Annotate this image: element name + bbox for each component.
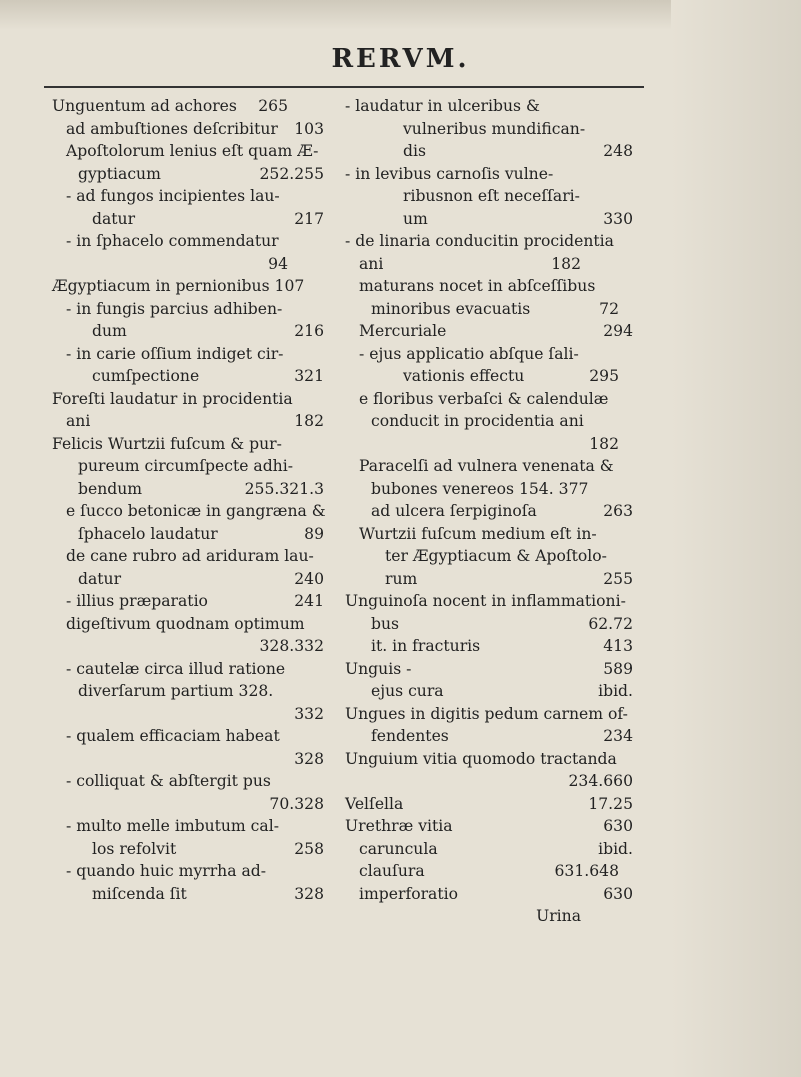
entry-page-ref: 103 [294, 119, 324, 138]
right-entry [345, 680, 641, 703]
left-entry [52, 410, 324, 433]
left-entry [52, 523, 324, 546]
right-entry [345, 343, 641, 366]
entry-text: dis [403, 142, 426, 160]
entry-text: minoribus evacuatis [371, 299, 531, 318]
left-entry [52, 500, 324, 523]
entry-page-ref: 89 [304, 524, 324, 543]
entry-text: ani [66, 412, 91, 430]
right-entry [345, 905, 641, 928]
entry-text: ſphacelo laudatur [78, 524, 218, 543]
entry-text: imperforatio [359, 884, 458, 903]
entry-text: clauſura [359, 862, 425, 880]
entry-text: Felicis Wurtzii fuſcum & pur- [52, 434, 282, 453]
left-entry [52, 298, 324, 321]
right-entry [345, 208, 641, 231]
entry-text: - laudatur in ulceribus & [345, 97, 540, 115]
left-entry [52, 658, 324, 681]
entry-page-ref: Urina [536, 907, 581, 925]
entry-page-ref: 94 [268, 254, 288, 273]
entry-text: - quando huic myrrha ad- [66, 862, 267, 880]
entry-text: - colliquat & abſtergit pus [66, 772, 271, 790]
entry-text: - qualem efficaciam habeat [66, 727, 280, 745]
left-entry [52, 883, 324, 906]
entry-page-ref: 70.328 [269, 794, 324, 813]
right-entry [345, 365, 641, 388]
entry-text: it. in fracturis [371, 637, 481, 655]
entry-page-ref: 234.660 [568, 772, 633, 790]
left-column [52, 95, 324, 905]
entry-page-ref: 330 [603, 209, 633, 228]
right-entry [345, 163, 641, 186]
entry-page-ref: 328 [294, 749, 324, 768]
entry-text: Ægyptiacum in pernionibus 107 [52, 277, 305, 295]
left-entry [52, 770, 324, 793]
entry-text: Unguium vitia quomodo tractanda [345, 749, 617, 768]
left-entry [52, 860, 324, 883]
entry-text: maturans nocet in abſceſſibus [359, 277, 596, 295]
left-entry [52, 793, 324, 816]
entry-page-ref: 295 [589, 367, 619, 385]
left-entry [52, 320, 324, 343]
right-entry [345, 703, 641, 726]
page-right-edge [671, 0, 801, 1077]
left-entry [52, 163, 324, 186]
left-entry [52, 95, 324, 118]
entry-text: - cautelæ circa illud ratione [66, 659, 286, 678]
right-entry [345, 635, 641, 658]
right-entry [345, 613, 641, 636]
entry-page-ref: 294 [603, 322, 633, 340]
entry-text: - in carie oſſium indiget cir- [66, 344, 284, 363]
left-entry [52, 725, 324, 748]
right-entry [345, 500, 641, 523]
entry-page-ref: 630 [603, 817, 633, 835]
entry-page-ref: 72 [599, 299, 619, 318]
entry-page-ref: 263 [603, 502, 633, 520]
left-entry [52, 275, 324, 298]
entry-text: - illius præparatio [66, 592, 208, 610]
page-title: RERVM. [331, 44, 470, 74]
right-entry [345, 410, 641, 433]
entry-text: bubones venereos 154. 377 [371, 479, 589, 498]
right-entry [345, 118, 641, 141]
left-entry [52, 613, 324, 636]
entry-page-ref: 328.332 [259, 637, 324, 655]
entry-page-ref: 217 [294, 209, 324, 228]
right-column [345, 95, 641, 928]
entry-page-ref: 62.72 [588, 614, 633, 633]
entry-text: Wurtzii fuſcum medium eſt in- [359, 524, 597, 543]
left-entry [52, 838, 324, 861]
entry-page-ref: 589 [603, 659, 633, 678]
entry-text: caruncula [359, 839, 438, 858]
entry-page-ref: 182 [294, 412, 324, 430]
left-entry [52, 680, 324, 703]
entry-page-ref: 255.321.3 [244, 479, 324, 498]
right-entry [345, 275, 641, 298]
right-entry [345, 883, 641, 906]
entry-text: digeſtivum quodnam optimum [66, 614, 305, 633]
entry-text: e ſucco betonicæ in gangræna & [66, 502, 326, 520]
left-entry [52, 208, 324, 231]
entry-page-ref: ibid. [598, 682, 633, 700]
entry-page-ref: 328 [294, 884, 324, 903]
entry-page-ref: 265 [258, 97, 288, 115]
header-rule [44, 86, 644, 88]
entry-page-ref: 630 [603, 884, 633, 903]
entry-text: vulneribus mundifican- [403, 119, 586, 138]
entry-text: Unguis - [345, 659, 412, 678]
right-entry [345, 95, 641, 118]
entry-text: - ejus applicatio abſque ſali- [359, 344, 579, 363]
left-entry [52, 815, 324, 838]
entry-text: los refolvit [92, 839, 177, 858]
right-entry [345, 568, 641, 591]
entry-text: bendum [78, 479, 143, 498]
right-entry [345, 770, 641, 793]
entry-text: Paracelſi ad vulnera venenata & [359, 457, 614, 475]
entry-text: ad ambuſtiones deſcribitur [66, 119, 278, 138]
entry-page-ref: 240 [294, 569, 324, 588]
left-entry [52, 185, 324, 208]
entry-page-ref: 182 [589, 434, 619, 453]
right-entry [345, 455, 641, 478]
right-entry [345, 523, 641, 546]
entry-text: gyptiacum [78, 164, 161, 183]
entry-page-ref: 631.648 [554, 862, 619, 880]
entry-text: Mercuriale [359, 322, 447, 340]
left-entry [52, 388, 324, 411]
right-entry [345, 748, 641, 771]
left-entry [52, 230, 324, 253]
left-entry [52, 455, 324, 478]
left-entry [52, 568, 324, 591]
left-entry [52, 635, 324, 658]
entry-page-ref: 241 [294, 592, 324, 610]
right-entry [345, 838, 641, 861]
right-entry [345, 815, 641, 838]
entry-text: pureum circumſpecte adhi- [78, 457, 293, 475]
entry-page-ref: 332 [294, 704, 324, 723]
entry-text: ad ulcera ſerpiginoſa [371, 502, 537, 520]
entry-page-ref: 182 [551, 254, 581, 273]
entry-text: datur [92, 209, 136, 228]
left-entry [52, 140, 324, 163]
entry-text: conducit in procidentia ani [371, 412, 584, 430]
entry-page-ref: ibid. [598, 839, 633, 858]
right-entry [345, 140, 641, 163]
left-entry [52, 748, 324, 771]
entry-text: vationis effectu [403, 367, 525, 385]
entry-page-ref: 413 [603, 637, 633, 655]
left-entry [52, 478, 324, 501]
right-entry [345, 860, 641, 883]
entry-text: dum [92, 322, 127, 340]
entry-text: datur [78, 569, 122, 588]
entry-text: de cane rubro ad ariduram lau- [66, 547, 314, 565]
entry-text: - ad fungos incipientes lau- [66, 187, 280, 205]
entry-text: Urethræ vitia [345, 817, 453, 835]
right-entry [345, 298, 641, 321]
right-entry [345, 590, 641, 613]
entry-text: - in ſphacelo commendatur [66, 232, 279, 250]
left-entry [52, 343, 324, 366]
left-entry [52, 433, 324, 456]
entry-text: Unguentum ad achores [52, 97, 237, 115]
left-entry [52, 703, 324, 726]
entry-text: - in fungis parcius adhiben- [66, 299, 283, 318]
right-entry [345, 320, 641, 343]
entry-text: miſcenda ſit [92, 884, 187, 903]
entry-text: Unguinoſa nocent in inflammationi- [345, 592, 626, 610]
right-entry [345, 230, 641, 253]
entry-text: Ungues in digitis pedum carnem of- [345, 704, 628, 723]
right-entry [345, 658, 641, 681]
right-entry [345, 545, 641, 568]
left-entry [52, 118, 324, 141]
entry-text: ribusnon eſt neceſſari- [403, 187, 580, 205]
entry-page-ref: 248 [603, 142, 633, 160]
right-entry [345, 253, 641, 276]
entry-text: Apoſtolorum lenius eſt quam Æ- [66, 142, 319, 160]
entry-text: - de linaria conducitin procidentia [345, 232, 614, 250]
entry-text: - in levibus carnoſis vulne- [345, 164, 554, 183]
right-entry [345, 793, 641, 816]
entry-page-ref: 234 [603, 727, 633, 745]
left-entry [52, 545, 324, 568]
entry-text: cumſpectione [92, 367, 200, 385]
entry-text: ter Ægyptiacum & Apoſtolo- [385, 547, 607, 565]
left-entry [52, 590, 324, 613]
entry-text: um [403, 209, 428, 228]
entry-page-ref: 258 [294, 839, 324, 858]
right-entry [345, 478, 641, 501]
entry-text: Foreſti laudatur in procidentia [52, 389, 293, 408]
entry-page-ref: 321 [294, 367, 324, 385]
entry-text: - multo melle imbutum cal- [66, 817, 279, 835]
entry-text: diverſarum partium 328. [78, 682, 274, 700]
entry-page-ref: 255 [603, 569, 633, 588]
entry-text: bus [371, 614, 400, 633]
right-entry [345, 388, 641, 411]
entry-page-ref: 216 [294, 322, 324, 340]
entry-text: fendentes [371, 727, 449, 745]
entry-text: rum [385, 569, 418, 588]
entry-page-ref: 252.255 [259, 164, 324, 183]
left-entry [52, 365, 324, 388]
right-entry [345, 433, 641, 456]
entry-text: Velſella [345, 794, 404, 813]
right-entry [345, 185, 641, 208]
entry-text: e floribus verbaſci & calendulæ [359, 389, 609, 408]
entry-text: ejus cura [371, 682, 444, 700]
left-entry [52, 253, 324, 276]
right-entry [345, 725, 641, 748]
entry-text: ani [359, 254, 384, 273]
entry-page-ref: 17.25 [588, 794, 633, 813]
